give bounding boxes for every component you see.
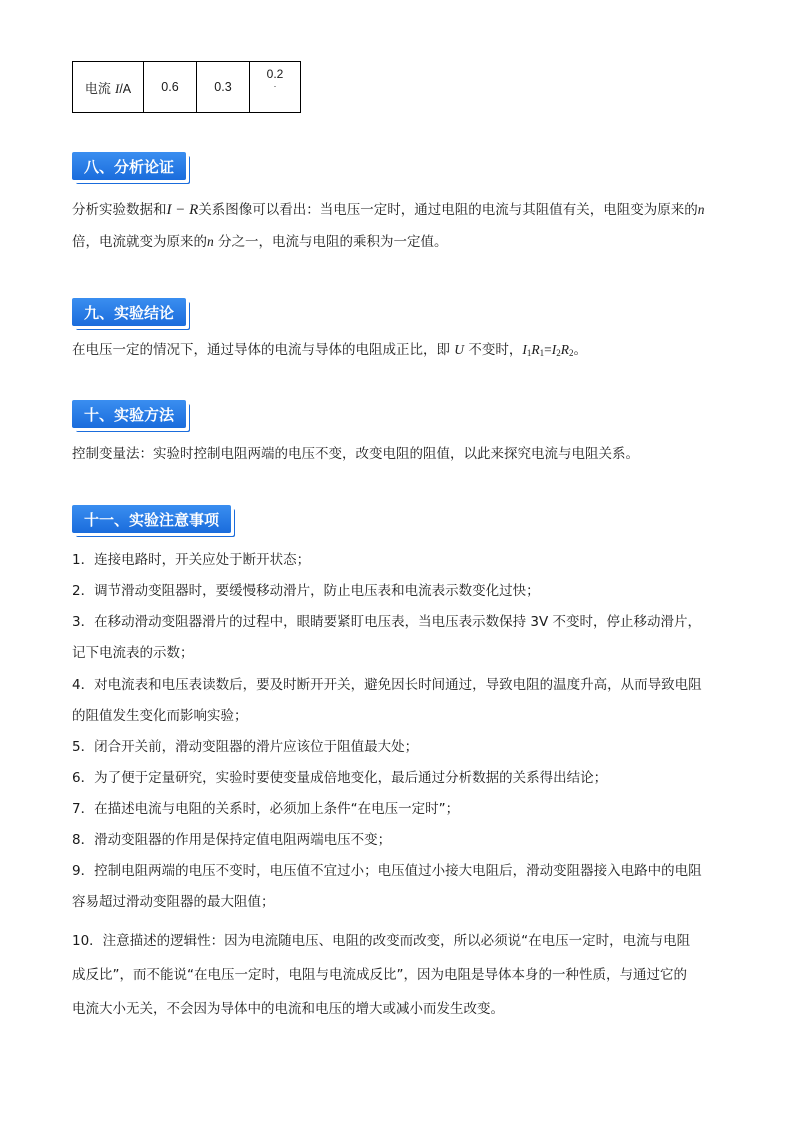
math-variable: R	[560, 342, 569, 357]
note-item: 2．调节滑动变阻器时，要缓慢移动滑片，防止电压表和电流表示数变化过快；	[72, 583, 540, 599]
section-heading-analysis	[72, 151, 186, 181]
note-item: 10．注意描述的逻辑性：因为电流随电压、电阻的改变而改变，所以必须说“在电压一定时，电流与电阻	[72, 933, 691, 949]
math-variable: n	[697, 202, 705, 217]
section-title: 八、分析论证	[72, 152, 186, 180]
note-item-continued: 电流大小无关，不会因为导体中的电流和电压的增大或减小而发生改变。	[72, 1001, 504, 1017]
current-variable: I	[114, 80, 120, 96]
math-variable: I	[551, 342, 557, 357]
cell-value	[267, 68, 284, 89]
note-item: 7．在描述电流与电阻的关系时，必须加上条件“在电压一定时”；	[72, 801, 460, 817]
note-item-continued: 记下电流表的示数；	[72, 645, 194, 661]
text: 关系图像可以看出：当电压一定时，通过电阻的电流与其阻值有关，电阻变为原来的	[198, 202, 698, 218]
subscript: 2	[568, 348, 574, 358]
cell-value-text: 0.2	[266, 66, 284, 81]
subscript: 1	[539, 348, 545, 358]
section-title: 十一、实验注意事项	[72, 505, 231, 533]
text: 分析实验数据和	[72, 202, 167, 218]
current-label: 电流	[84, 81, 115, 97]
text: 分之一，电流与电阻的乘积为一定值。	[213, 234, 448, 250]
equals-sign: =	[544, 342, 552, 357]
math-variable: I − R	[166, 202, 199, 218]
text: 在电压一定的情况下，通过导体的电流与导体的电阻成正比，即	[72, 342, 455, 358]
table-cell	[197, 62, 250, 113]
note-item-continued: 容易超过滑动变阻器的最大阻值；	[72, 894, 275, 910]
note-item-continued: 成反比”，而不能说“在电压一定时，电阻与电流成反比”，因为电阻是导体本身的一种性质，与通过它的	[72, 967, 687, 983]
method-paragraph: 控制变量法：实验时控制电阻两端的电压不变，改变电阻的阻值，以此来探究电流与电阻关系。	[72, 446, 639, 462]
note-item-continued: 的阻值发生变化而影响实验；	[72, 708, 248, 724]
section-heading-conclusion	[72, 297, 186, 327]
cell-value: 0.3	[214, 79, 232, 94]
note-item: 3．在移动滑动变阻器滑片的过程中，眼睛要紧盯电压表，当电压表示数保持 3V 不变时，停止移动滑片，	[72, 614, 701, 630]
text: 不变时，	[464, 342, 523, 358]
text: 。	[573, 342, 587, 358]
conclusion-paragraph	[72, 338, 732, 358]
note-item: 1．连接电路时，开关应处于断开状态；	[72, 552, 311, 568]
cell-value-dot: .	[273, 78, 277, 89]
current-unit: /A	[119, 81, 132, 96]
analysis-paragraph	[72, 194, 724, 258]
cell-value: 0.6	[161, 79, 179, 94]
note-item: 9．控制电阻两端的电压不变时，电压值不宜过小；电压值过小接大电阻后，滑动变阻器接入电路中的电阻	[72, 863, 702, 879]
subscript: 2	[556, 348, 561, 358]
section-heading-notes	[72, 504, 231, 534]
math-variable: R	[531, 342, 540, 357]
note-item: 8．滑动变阻器的作用是保持定值电阻两端电压不变；	[72, 832, 392, 848]
text: 倍，电流就变为原来的	[72, 234, 207, 250]
math-variable: U	[454, 342, 465, 357]
note-item: 6．为了便于定量研究，实验时要使变量成倍地变化，最后通过分析数据的关系得出结论；	[72, 770, 608, 786]
math-variable: n	[207, 234, 214, 249]
table-label-cell	[73, 62, 144, 113]
note-item: 5．闭合开关前，滑动变阻器的滑片应该位于阻值最大处；	[72, 739, 419, 755]
table-row	[73, 62, 301, 113]
subscript: 1	[526, 348, 532, 358]
note-item: 4．对电流表和电压表读数后，要及时断开开关，避免因长时间通过，导致电阻的温度升高，从而导致电阻	[72, 677, 702, 693]
data-table	[72, 61, 301, 113]
math-variable: I	[522, 342, 527, 357]
section-title: 十、实验方法	[72, 400, 186, 428]
table-cell	[250, 62, 301, 113]
section-heading-method	[72, 399, 186, 429]
table-cell	[144, 62, 197, 113]
section-title: 九、实验结论	[72, 298, 186, 326]
